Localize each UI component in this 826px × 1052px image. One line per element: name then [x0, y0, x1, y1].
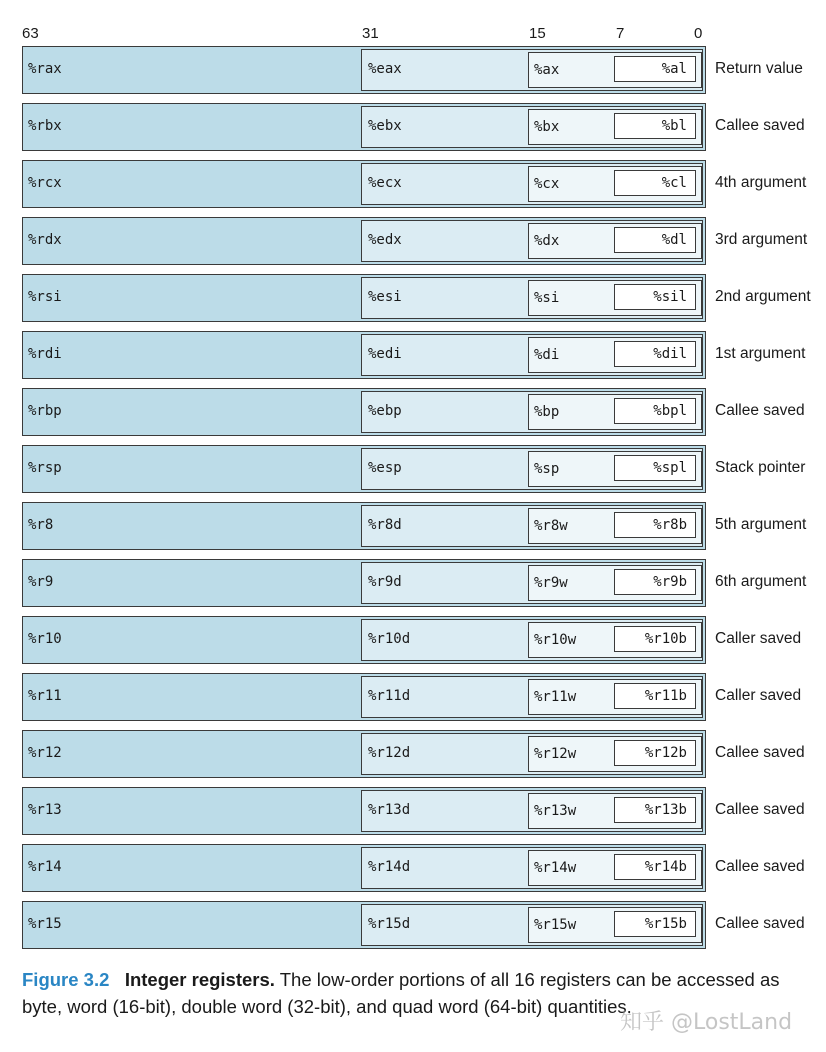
quad-word-register-name: %rbp: [28, 403, 62, 419]
quad-word-register-name: %rax: [28, 61, 62, 77]
bit-position-0: 0: [694, 25, 703, 42]
double-word-register-name: %ebp: [368, 403, 402, 419]
register-role-label: Callee saved: [715, 801, 805, 818]
byte-segment: [614, 227, 696, 253]
word-segment: [528, 394, 702, 430]
word-register-name: %r8w: [534, 518, 568, 534]
register-row: [22, 46, 706, 94]
byte-register-name: %dl: [661, 232, 687, 248]
byte-segment: [614, 341, 696, 367]
register-role-label: Stack pointer: [715, 459, 806, 476]
double-word-register-name: %r8d: [368, 517, 402, 533]
word-segment: [528, 451, 702, 487]
double-word-segment: [361, 220, 703, 262]
word-segment: [528, 337, 702, 373]
register-role-label: Callee saved: [715, 117, 805, 134]
double-word-register-name: %r10d: [368, 631, 411, 647]
double-word-segment: [361, 277, 703, 319]
bit-position-7: 7: [616, 25, 625, 42]
word-register-name: %r14w: [534, 860, 577, 876]
word-register-name: %cx: [534, 176, 560, 192]
word-register-name: %dx: [534, 233, 560, 249]
word-segment: [528, 793, 702, 829]
word-segment: [528, 736, 702, 772]
word-register-name: %r15w: [534, 917, 577, 933]
double-word-register-name: %r15d: [368, 916, 411, 932]
word-register-name: %r12w: [534, 746, 577, 762]
byte-register-name: %sil: [653, 289, 687, 305]
word-segment: [528, 280, 702, 316]
double-word-segment: [361, 106, 703, 148]
quad-word-register-name: %rdx: [28, 232, 62, 248]
bit-position-15: 15: [529, 25, 546, 42]
word-segment: [528, 508, 702, 544]
register-role-label: Caller saved: [715, 630, 802, 647]
register-role-label: Callee saved: [715, 402, 805, 419]
word-register-name: %sp: [534, 461, 560, 477]
register-row: [22, 502, 706, 550]
quad-word-register-name: %rsi: [28, 289, 62, 305]
double-word-segment: [361, 49, 703, 91]
double-word-register-name: %ebx: [368, 118, 402, 134]
quad-word-register-name: %r13: [28, 802, 62, 818]
register-role-label: Callee saved: [715, 744, 805, 761]
byte-segment: [614, 113, 696, 139]
register-row: [22, 445, 706, 493]
byte-register-name: %r15b: [644, 916, 687, 932]
double-word-register-name: %ecx: [368, 175, 402, 191]
word-register-name: %r13w: [534, 803, 577, 819]
double-word-segment: [361, 448, 703, 490]
quad-word-register-name: %r14: [28, 859, 62, 875]
double-word-segment: [361, 505, 703, 547]
register-row: [22, 388, 706, 436]
register-row: [22, 559, 706, 607]
word-segment: [528, 109, 702, 145]
register-row: [22, 844, 706, 892]
register-role-label: 4th argument: [715, 174, 807, 191]
register-role-label: Callee saved: [715, 858, 805, 875]
byte-register-name: %dil: [653, 346, 687, 362]
word-register-name: %r11w: [534, 689, 577, 705]
register-role-label: 6th argument: [715, 573, 807, 590]
double-word-segment: [361, 619, 703, 661]
double-word-segment: [361, 334, 703, 376]
register-role-label: Callee saved: [715, 915, 805, 932]
word-register-name: %bp: [534, 404, 560, 420]
double-word-register-name: %esp: [368, 460, 402, 476]
byte-register-name: %r11b: [644, 688, 687, 704]
quad-word-register-name: %r9: [28, 574, 54, 590]
byte-segment: [614, 740, 696, 766]
byte-register-name: %r10b: [644, 631, 687, 647]
register-role-label: Caller saved: [715, 687, 802, 704]
register-row: [22, 217, 706, 265]
register-row: [22, 331, 706, 379]
figure-caption-text: The low-order portions of all 16 registers can be accessed as byte, word (16-bit), double word (32-bit), and quad word (64-bit) quantities.: [22, 969, 780, 1017]
byte-register-name: %r12b: [644, 745, 687, 761]
word-register-name: %si: [534, 290, 560, 306]
byte-register-name: %r13b: [644, 802, 687, 818]
byte-segment: [614, 683, 696, 709]
byte-segment: [614, 854, 696, 880]
double-word-segment: [361, 847, 703, 889]
double-word-segment: [361, 163, 703, 205]
watermark: 知乎 @LostLand: [620, 1010, 793, 1035]
word-segment: [528, 679, 702, 715]
double-word-register-name: %r12d: [368, 745, 411, 761]
byte-segment: [614, 512, 696, 538]
bit-position-63: 63: [22, 25, 39, 42]
register-row: [22, 730, 706, 778]
quad-word-register-name: %rbx: [28, 118, 62, 134]
quad-word-register-name: %r11: [28, 688, 62, 704]
word-segment: [528, 166, 702, 202]
double-word-segment: [361, 733, 703, 775]
double-word-segment: [361, 904, 703, 946]
byte-segment: [614, 170, 696, 196]
register-role-label: 3rd argument: [715, 231, 808, 248]
quad-word-register-name: %r10: [28, 631, 62, 647]
register-role-label: 1st argument: [715, 345, 806, 362]
byte-register-name: %bpl: [653, 403, 687, 419]
quad-word-register-name: %rdi: [28, 346, 62, 362]
byte-register-name: %r14b: [644, 859, 687, 875]
double-word-register-name: %r11d: [368, 688, 411, 704]
word-register-name: %ax: [534, 62, 560, 78]
register-role-label: 2nd argument: [715, 288, 811, 305]
byte-segment: [614, 911, 696, 937]
byte-register-name: %r8b: [653, 517, 687, 533]
quad-word-register-name: %rcx: [28, 175, 62, 191]
byte-segment: [614, 797, 696, 823]
byte-segment: [614, 569, 696, 595]
byte-segment: [614, 455, 696, 481]
word-segment: [528, 850, 702, 886]
double-word-segment: [361, 790, 703, 832]
word-segment: [528, 223, 702, 259]
quad-word-register-name: %rsp: [28, 460, 62, 476]
word-segment: [528, 565, 702, 601]
word-register-name: %di: [534, 347, 560, 363]
double-word-register-name: %esi: [368, 289, 402, 305]
quad-word-register-name: %r8: [28, 517, 54, 533]
bit-position-31: 31: [362, 25, 379, 42]
double-word-register-name: %r13d: [368, 802, 411, 818]
byte-register-name: %bl: [661, 118, 687, 134]
byte-register-name: %spl: [653, 460, 687, 476]
word-segment: [528, 907, 702, 943]
word-segment: [528, 52, 702, 88]
register-role-label: 5th argument: [715, 516, 807, 533]
double-word-register-name: %eax: [368, 61, 402, 77]
register-row: [22, 901, 706, 949]
figure-number: Figure 3.2: [22, 969, 110, 990]
byte-register-name: %cl: [661, 175, 687, 191]
double-word-segment: [361, 391, 703, 433]
register-row: [22, 160, 706, 208]
register-row: [22, 274, 706, 322]
byte-segment: [614, 398, 696, 424]
byte-segment: [614, 56, 696, 82]
byte-segment: [614, 626, 696, 652]
register-row: [22, 616, 706, 664]
word-register-name: %r9w: [534, 575, 568, 591]
word-register-name: %r10w: [534, 632, 577, 648]
register-row: [22, 673, 706, 721]
word-segment: [528, 622, 702, 658]
double-word-register-name: %edx: [368, 232, 402, 248]
double-word-segment: [361, 676, 703, 718]
register-role-label: Return value: [715, 60, 803, 77]
byte-register-name: %r9b: [653, 574, 687, 590]
byte-segment: [614, 284, 696, 310]
byte-register-name: %al: [661, 61, 687, 77]
register-row: [22, 787, 706, 835]
double-word-register-name: %r9d: [368, 574, 402, 590]
double-word-register-name: %r14d: [368, 859, 411, 875]
double-word-segment: [361, 562, 703, 604]
figure-title: Integer registers.: [124, 969, 275, 990]
double-word-register-name: %edi: [368, 346, 402, 362]
quad-word-register-name: %r12: [28, 745, 62, 761]
register-row: [22, 103, 706, 151]
word-register-name: %bx: [534, 119, 560, 135]
quad-word-register-name: %r15: [28, 916, 62, 932]
